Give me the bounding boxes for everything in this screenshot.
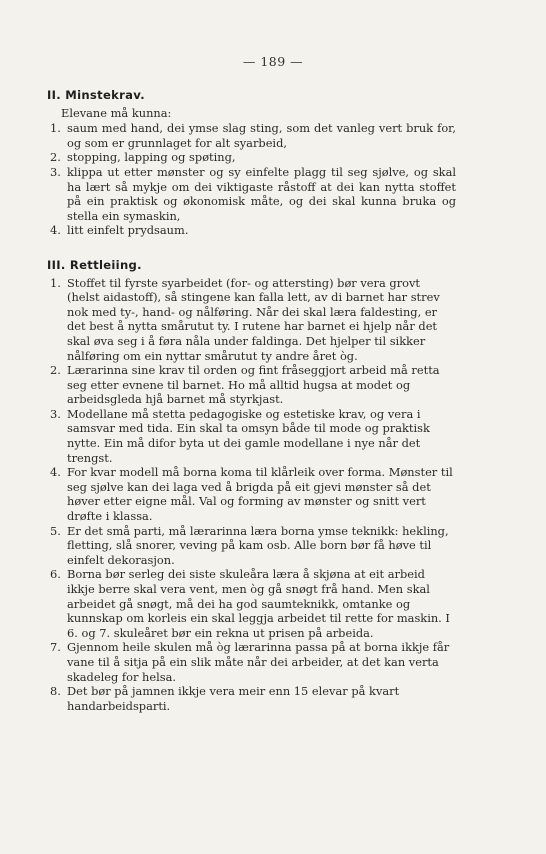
list-item: [50, 150, 456, 165]
section-heading: III. Rettleiing.: [47, 257, 142, 272]
item-number: 2.: [50, 363, 61, 378]
list-item: [50, 165, 456, 223]
guidance-list: [50, 276, 456, 714]
item-text: Stoffet til fyrste syarbeidet (for- og attersting) bør vera grovt (helst aidastoff), så stingene kan falla lett, av di barnet har strev nok med ty-, hand- og nålføring. Når dei skal læra faldesting, er det best å nytta smårutut ty. I rutene har barnet ei hjelp når det skal øva seg i å føra nåla under faldinga. Det hjelper til sikker nålføring om ein nyttar smårutut ty andre året òg.: [67, 275, 440, 363]
item-text: For kvar modell må borna koma til klårleik over forma. Mønster til seg sjølve kan dei laga ved å brigda på eit gjevi mønster så det høver etter eigne mål. Val og forming av mønster og snitt vert drøfte i klassa.: [67, 465, 453, 524]
item-number: 8.: [50, 684, 61, 699]
item-number: 4.: [50, 223, 61, 238]
item-number: 1.: [50, 121, 61, 136]
item-number: 3.: [50, 164, 61, 179]
item-text: saum med hand, dei ymse slag sting, som det vanleg vert bruk for, og som er grunnlaget for alt syarbeid,: [67, 121, 456, 150]
list-item: [50, 121, 456, 150]
item-number: 3.: [50, 406, 61, 421]
list-item: [50, 567, 456, 640]
requirements-list: [50, 121, 456, 238]
item-text: litt einfelt prydsaum.: [67, 223, 189, 238]
section-intro: Elevane må kunna:: [61, 105, 172, 120]
item-text: Lærarinna sine krav til orden og fint fråseggjort arbeid må retta seg etter evnene til barnet. Ho må alltid hugsa at modet og arbeidsgleda hjå barnet må styrkjast.: [67, 363, 440, 407]
list-item: [50, 465, 456, 523]
item-text: Borna bør serleg dei siste skuleåra læra å skjøna at eit arbeid ikkje berre skal vera vent, men òg gå snøgt frå hand. Men skal arbeidet gå snøgt, må dei ha god saumteknikk, omtanke og kunnskap om korleis ein skal leggja arbeidet til rette for maskin. I 6. og 7. skuleåret bør ein rekna ut prisen på arbeida.: [67, 567, 450, 640]
item-text: Det bør på jamnen ikkje vera meir enn 15 elevar på kvart handarbeidsparti.: [67, 684, 400, 713]
item-number: 6.: [50, 567, 61, 582]
item-text: Modellane må stetta pedagogiske og estetiske krav, og vera i samsvar med tida. Ein skal ta omsyn både til mode og praktisk nytte. Ein må difor byta ut dei gamle modellane i nye når det trengst.: [67, 406, 430, 465]
item-text: Er det små parti, må lærarinna læra borna ymse teknikk: hekling, fletting, slå snorer, veving på kam osb. Alle born bør få høve til einfelt dekorasjon.: [67, 523, 449, 567]
item-number: 4.: [50, 465, 61, 480]
item-text: klippa ut etter mønster og sy einfelte plagg til seg sjølve, og skal ha lært så mykje om dei viktigaste råstoff at dei kan nytta stoffet på ein praktisk og økonomisk måte, og dei skal kunna bruka og stella ein symaskin,: [67, 164, 456, 223]
list-item: [50, 223, 456, 238]
section-minstekrav: [47, 88, 456, 238]
item-number: 1.: [50, 275, 61, 290]
list-item: [50, 363, 456, 407]
list-item: [50, 640, 456, 684]
item-number: 7.: [50, 640, 61, 655]
list-item: [50, 276, 456, 364]
item-text: Gjennom heile skulen må òg lærarinna passa på at borna ikkje får vane til å sitja på ein slik måte når dei arbeider, at det kan verta skadeleg for helsa.: [67, 640, 450, 684]
section-rettleiing: [47, 257, 456, 713]
page-content: [47, 88, 456, 713]
list-item: [50, 684, 456, 713]
list-item: [50, 524, 456, 568]
section-heading: II. Minstekrav.: [47, 88, 145, 102]
list-item: [50, 407, 456, 465]
page-number: — 189 —: [242, 54, 304, 69]
item-text: stopping, lapping og spøting,: [67, 150, 236, 165]
item-number: 2.: [50, 150, 61, 165]
item-number: 5.: [50, 523, 61, 538]
